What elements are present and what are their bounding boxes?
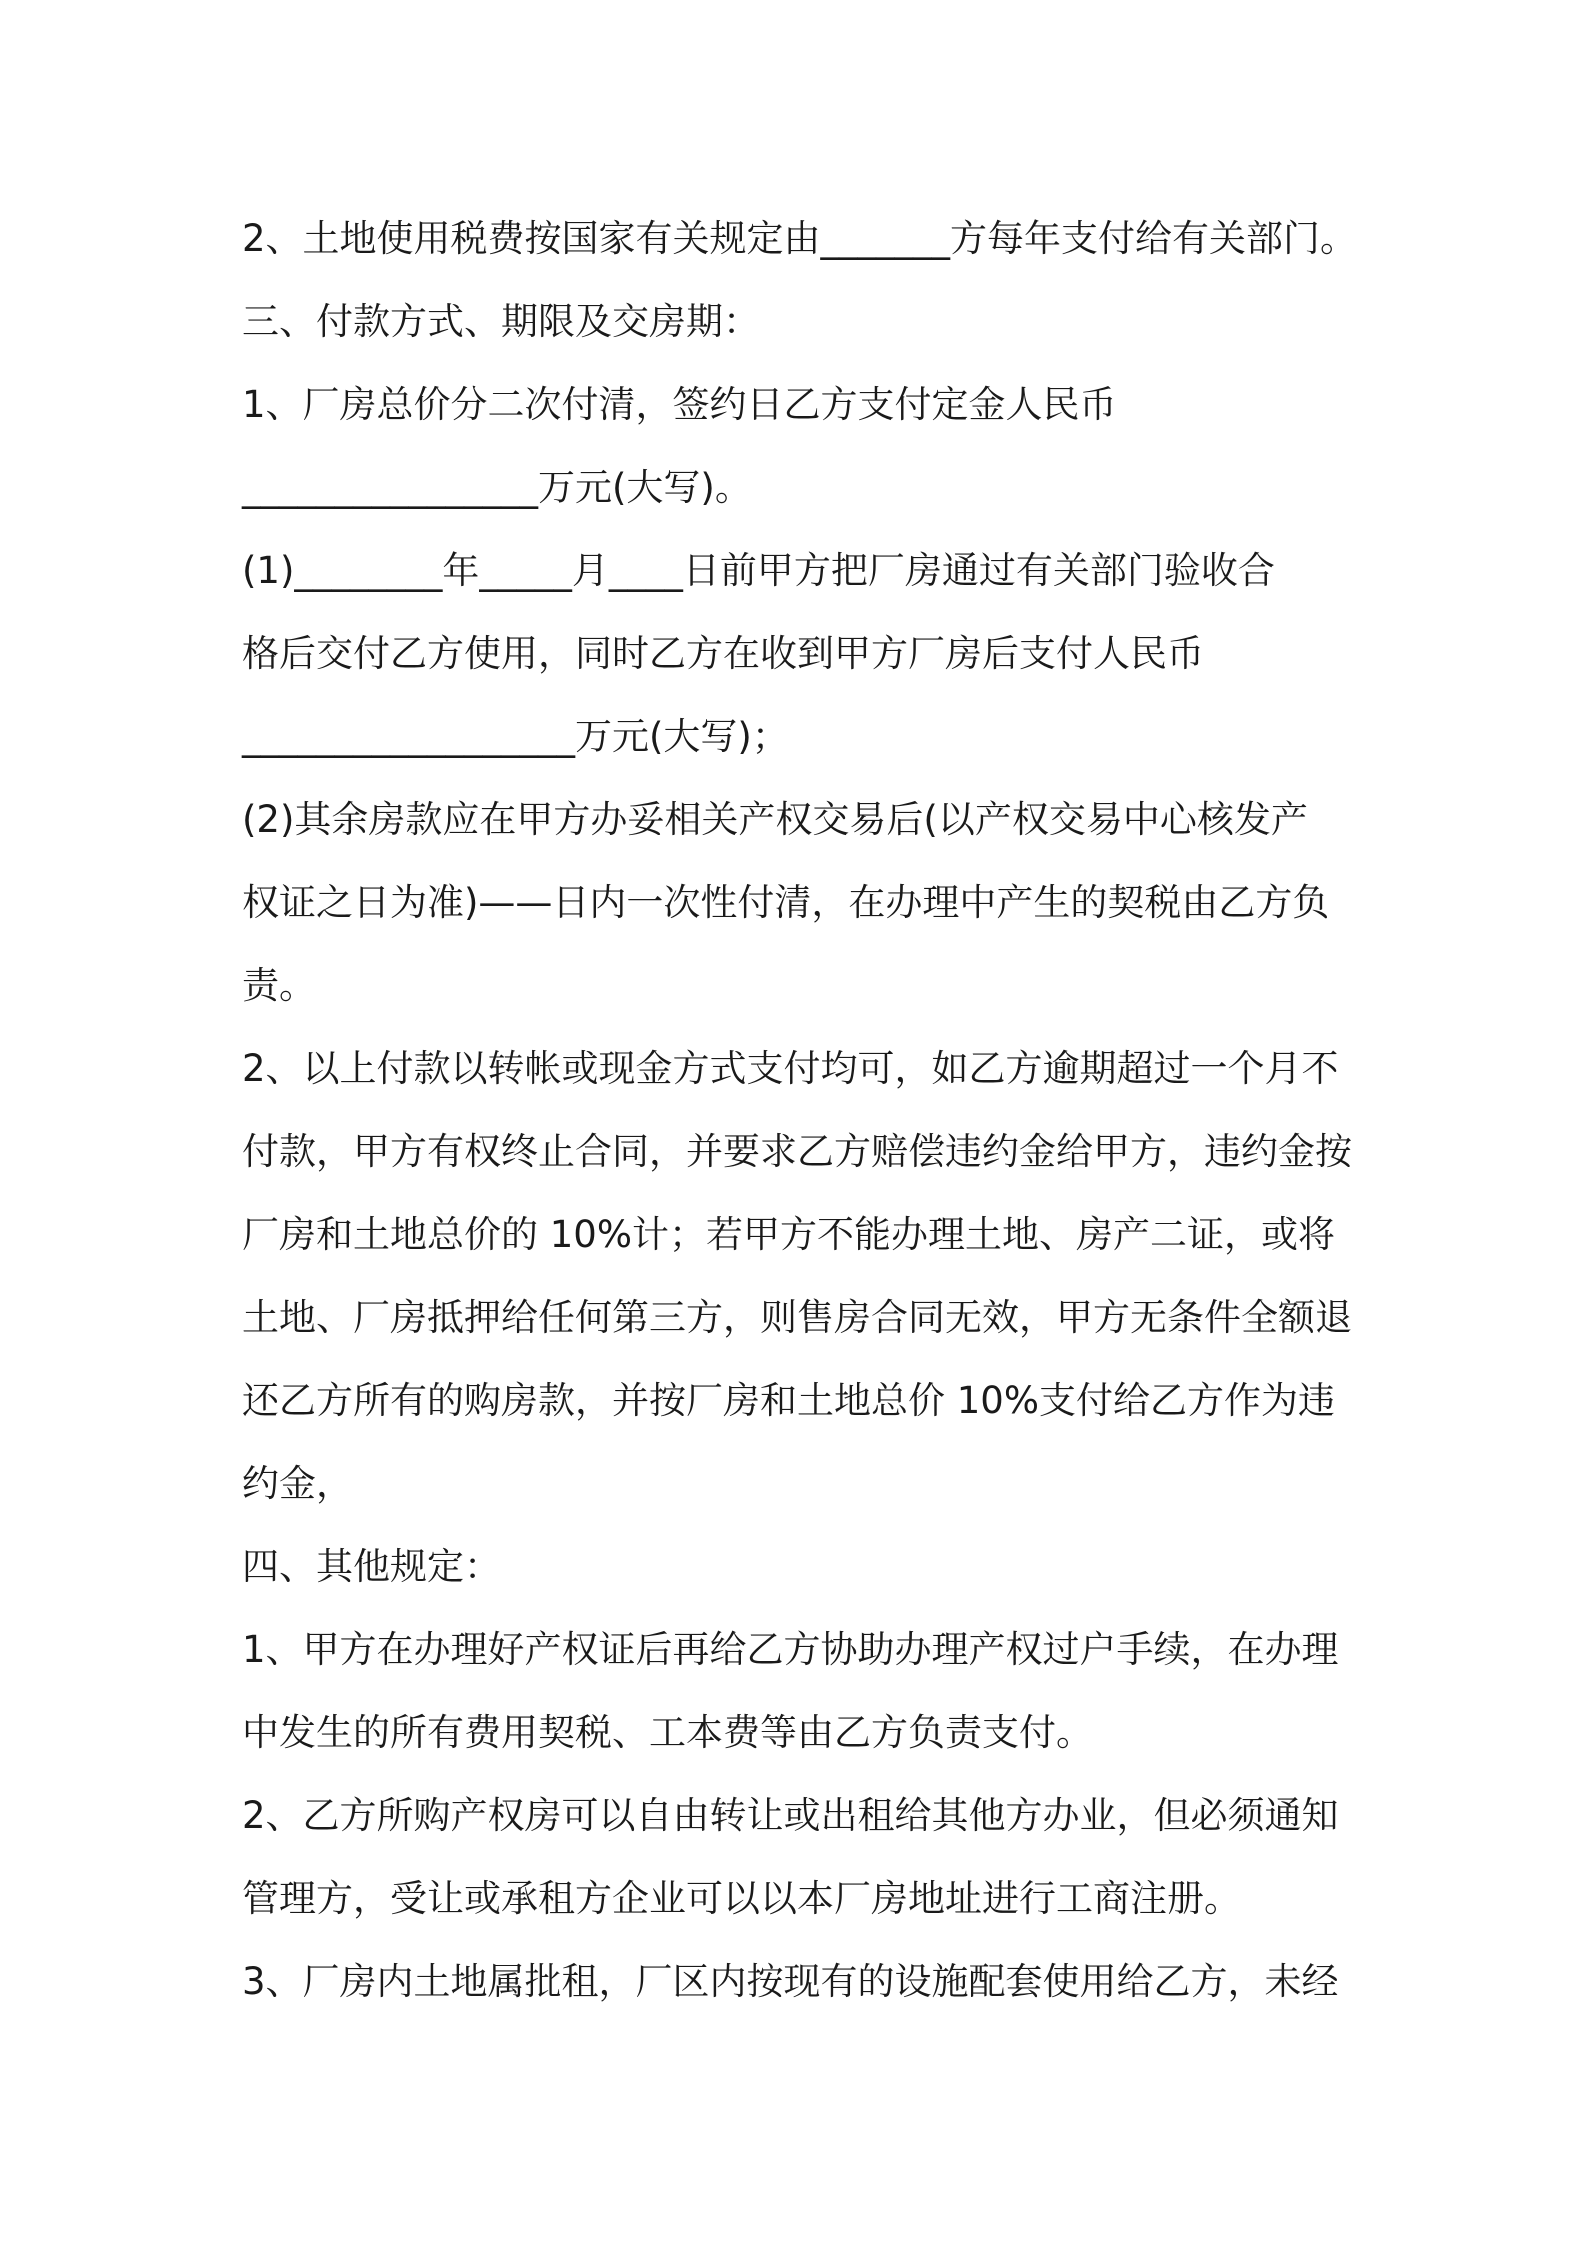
- text-line: 格后交付乙方使用，同时乙方在收到甲方厂房后支付人民币: [242, 632, 1204, 675]
- text-line: 3、厂房内土地属批租，厂区内按现有的设施配套使用给乙方，未经: [242, 1960, 1339, 2003]
- section-heading: 四、其他规定：: [242, 1545, 501, 1588]
- text-line: 还乙方所有的购房款，并按厂房和土地总价 10%支付给乙方作为违: [242, 1379, 1335, 1422]
- section-heading: 三、付款方式、期限及交房期：: [242, 300, 760, 343]
- text-line: 责。: [242, 964, 316, 1007]
- text-line: 约金，: [242, 1462, 353, 1505]
- text-line: 1、厂房总价分二次付清，签约日乙方支付定金人民币: [242, 383, 1117, 426]
- text-line: __________________万元(大写)；: [242, 715, 789, 758]
- text-line: 土地、厂房抵押给任何第三方，则售房合同无效，甲方无条件全额退: [242, 1296, 1352, 1339]
- text-line: (2)其余房款应在甲方办妥相关产权交易后(以产权交易中心核发产: [242, 798, 1308, 841]
- text-line: 中发生的所有费用契税、工本费等由乙方负责支付。: [242, 1711, 1093, 1754]
- text-line: 权证之日为准)——日内一次性付清，在办理中产生的契税由乙方负: [242, 881, 1330, 924]
- text-line: 厂房和土地总价的 10%计；若甲方不能办理土地、房产二证，或将: [242, 1213, 1335, 1256]
- text-line: 2、以上付款以转帐或现金方式支付均可，如乙方逾期超过一个月不: [242, 1047, 1339, 1090]
- document-body: [242, 197, 1422, 2023]
- text-line: 管理方，受让或承租方企业可以以本厂房地址进行工商注册。: [242, 1877, 1241, 1920]
- text-line: 2、乙方所购产权房可以自由转让或出租给其他方办业，但必须通知: [242, 1794, 1339, 1837]
- text-line: ________________万元(大写)。: [242, 466, 752, 509]
- text-line: 2、土地使用税费按国家有关规定由_______方每年支付给有关部门。: [242, 217, 1358, 260]
- text-line: 1、甲方在办理好产权证后再给乙方协助办理产权过户手续，在办理: [242, 1628, 1339, 1671]
- text-line: 付款，甲方有权终止合同，并要求乙方赔偿违约金给甲方，违约金按: [242, 1130, 1352, 1173]
- text-line: (1)________年_____月____日前甲方把厂房通过有关部门验收合: [242, 549, 1275, 592]
